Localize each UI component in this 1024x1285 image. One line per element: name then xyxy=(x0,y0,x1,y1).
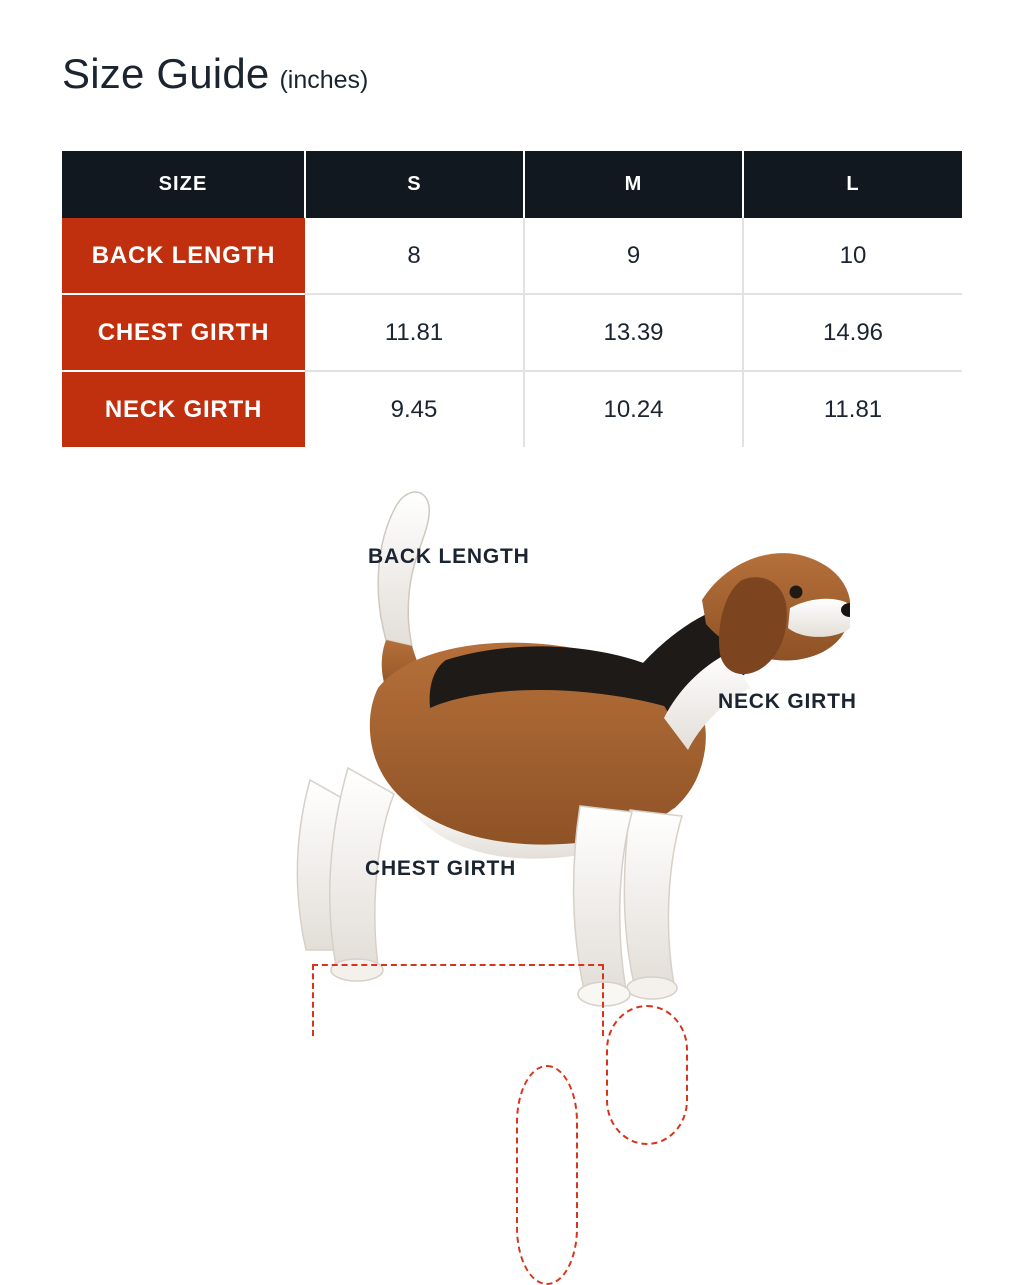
table-row xyxy=(62,371,962,447)
table-header-size: SIZE xyxy=(62,151,305,218)
callout-back-length: BACK LENGTH xyxy=(368,545,530,568)
table-row xyxy=(62,294,962,371)
page-title xyxy=(62,50,368,98)
cell-back-length-m: 9 xyxy=(524,218,743,294)
neck-girth-guide xyxy=(606,1005,688,1145)
dog-illustration xyxy=(190,450,850,1020)
table-header-l: L xyxy=(743,151,962,218)
dog-front-leg-far xyxy=(624,810,682,984)
dog-front-leg-near xyxy=(574,806,632,990)
chest-girth-guide xyxy=(516,1065,578,1285)
cell-back-length-l: 10 xyxy=(743,218,962,294)
cell-chest-girth-m: 13.39 xyxy=(524,294,743,371)
table-header-m: M xyxy=(524,151,743,218)
row-label-neck-girth: NECK GIRTH xyxy=(62,371,305,447)
callout-chest-girth: CHEST GIRTH xyxy=(365,857,517,880)
row-label-back-length: BACK LENGTH xyxy=(62,218,305,294)
cell-chest-girth-s: 11.81 xyxy=(305,294,524,371)
cell-neck-girth-s: 9.45 xyxy=(305,371,524,447)
back-length-guide xyxy=(312,964,604,1036)
dog-paw-front-far xyxy=(627,977,677,999)
page-title-unit: (inches) xyxy=(279,66,369,94)
page-title-main: Size Guide xyxy=(62,50,270,97)
measurement-diagram xyxy=(0,445,1024,1024)
cell-chest-girth-l: 14.96 xyxy=(743,294,962,371)
cell-neck-girth-l: 11.81 xyxy=(743,371,962,447)
dog-eye xyxy=(790,586,803,599)
table-row xyxy=(62,218,962,294)
size-guide-table xyxy=(62,151,962,447)
table-header-s: S xyxy=(305,151,524,218)
row-label-chest-girth: CHEST GIRTH xyxy=(62,294,305,371)
table-header-row xyxy=(62,151,962,218)
cell-back-length-s: 8 xyxy=(305,218,524,294)
cell-neck-girth-m: 10.24 xyxy=(524,371,743,447)
callout-neck-girth: NECK GIRTH xyxy=(718,690,857,713)
